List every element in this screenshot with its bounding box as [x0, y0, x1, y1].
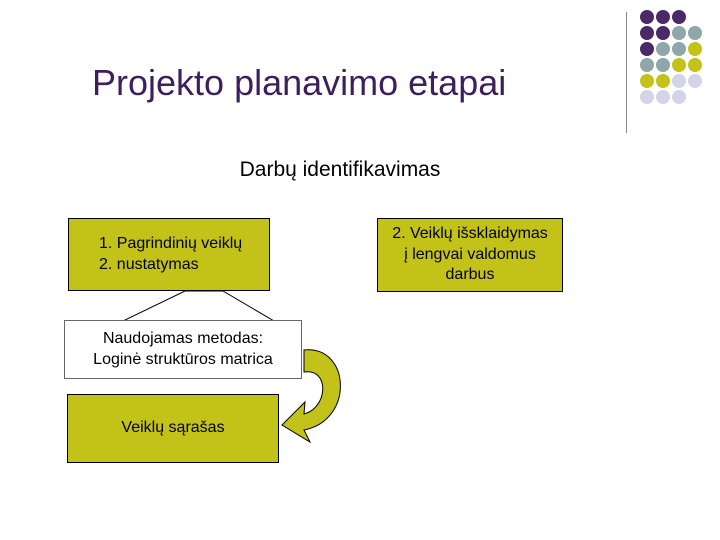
- box-activity-list: [67, 394, 279, 463]
- box-activity-list-label: Veiklų sąrašas: [121, 419, 225, 437]
- box-main-activities-line-2: 2. nustatymas: [99, 255, 199, 273]
- diagram-subtitle: Darbų identifikavimas: [239, 158, 441, 181]
- slide-title: Projekto planavimo etapai: [92, 62, 507, 103]
- box-main-activities-line-1: 1. Pagrindinių veiklų: [99, 234, 243, 252]
- callout-wedge: [123, 291, 274, 321]
- box-method-line-2: Loginė struktūros matrica: [93, 350, 273, 368]
- box-work-breakdown-line-2: į lengvai valdomus: [404, 245, 536, 263]
- box-work-breakdown-line-1: 2. Veiklų išsklaidymas: [392, 224, 548, 242]
- box-work-breakdown-line-3: darbus: [445, 266, 495, 284]
- box-method-line-1: Naudojamas metodas:: [102, 329, 264, 347]
- box-method: [64, 320, 302, 379]
